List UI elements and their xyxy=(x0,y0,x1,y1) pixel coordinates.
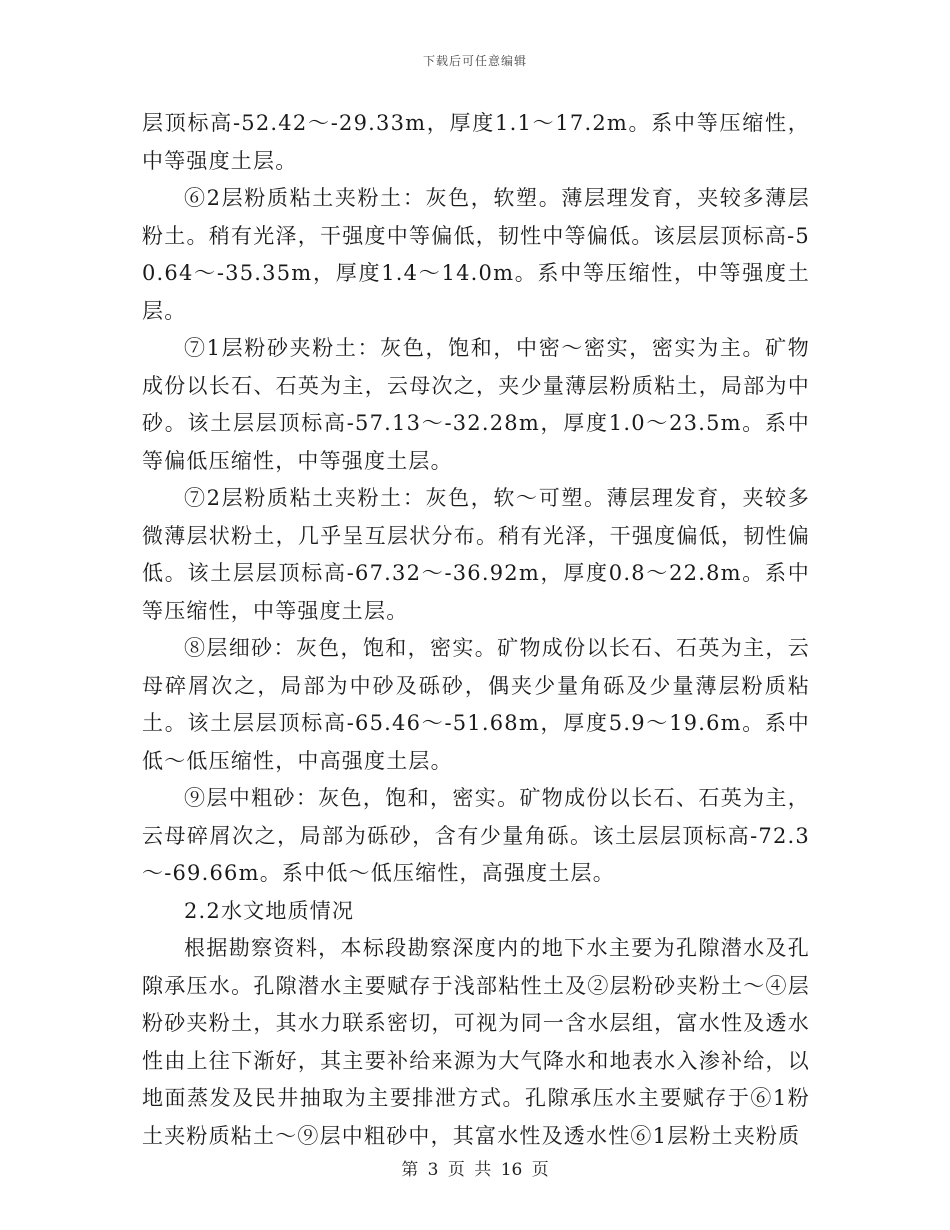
paragraph-6: ⑨层中粗砂：灰色，饱和，密实。矿物成份以长石、石英为主，云母碎屑次之，局部为砾砂，含有少量角砾。该土层层顶标高-72.3～-69.66m。系中低～低压缩性，高强度土层。 xyxy=(142,786,810,885)
paragraph-1: 层顶标高-52.42～-29.33m，厚度1.1～17.2m。系中等压缩性，中等强度土层。 xyxy=(142,111,810,173)
paragraph-2: ⑥2层粉质粘土夹粉土：灰色，软塑。薄层理发育，夹较多薄层粉土。稍有光泽，干强度中等偏低，韧性中等偏低。该层层顶标高-50.64～-35.35m，厚度1.4～14.0m。系中等压缩性，中等强度土层。 xyxy=(142,186,810,323)
document-body xyxy=(142,105,810,1155)
paragraph-4: ⑦2层粉质粘土夹粉土：灰色，软～可塑。薄层理发育，夹较多微薄层状粉土，几乎呈互层状分布。稍有光泽，干强度偏低，韧性偏低。该土层层顶标高-67.32～-36.92m，厚度0.8～22.8m。系中等压缩性，中等强度土层。 xyxy=(142,486,810,623)
paragraph-3: ⑦1层粉砂夹粉土：灰色，饱和，中密～密实，密实为主。矿物成份以长石、石英为主，云母次之，夹少量薄层粉质粘土，局部为中砂。该土层层顶标高-57.13～-32.28m，厚度1.0～23.5m。系中等偏低压缩性，中等强度土层。 xyxy=(142,336,810,473)
paragraph-7: 根据勘察资料，本标段勘察深度内的地下水主要为孔隙潜水及孔隙承压水。孔隙潜水主要赋存于浅部粘性土及②层粉砂夹粉土～④层粉砂夹粉土，其水力联系密切，可视为同一含水层组，富水性及透水性由上往下渐好，其主要补给来源为大气降水和地表水入渗补给，以地面蒸发及民井抽取为主要排泄方式。孔隙承压水主要赋存于⑥1粉土夹粉质粘土～⑨层中粗砂中，其富水性及透水性⑥1层粉土夹粉质 xyxy=(142,936,810,1148)
page-number: 第 3 页 共 16 页 xyxy=(401,1160,549,1180)
section-heading: 2.2水文地质情况 xyxy=(184,898,355,923)
page-header-note: 下载后可任意编辑 xyxy=(422,54,527,68)
paragraph-5: ⑧层细砂：灰色，饱和，密实。矿物成份以长石、石英为主，云母碎屑次之，局部为中砂及砾砂，偶夹少量角砾及少量薄层粉质粘土。该土层层顶标高-65.46～-51.68m，厚度5.9～19.6m。系中低～低压缩性，中高强度土层。 xyxy=(142,636,810,773)
